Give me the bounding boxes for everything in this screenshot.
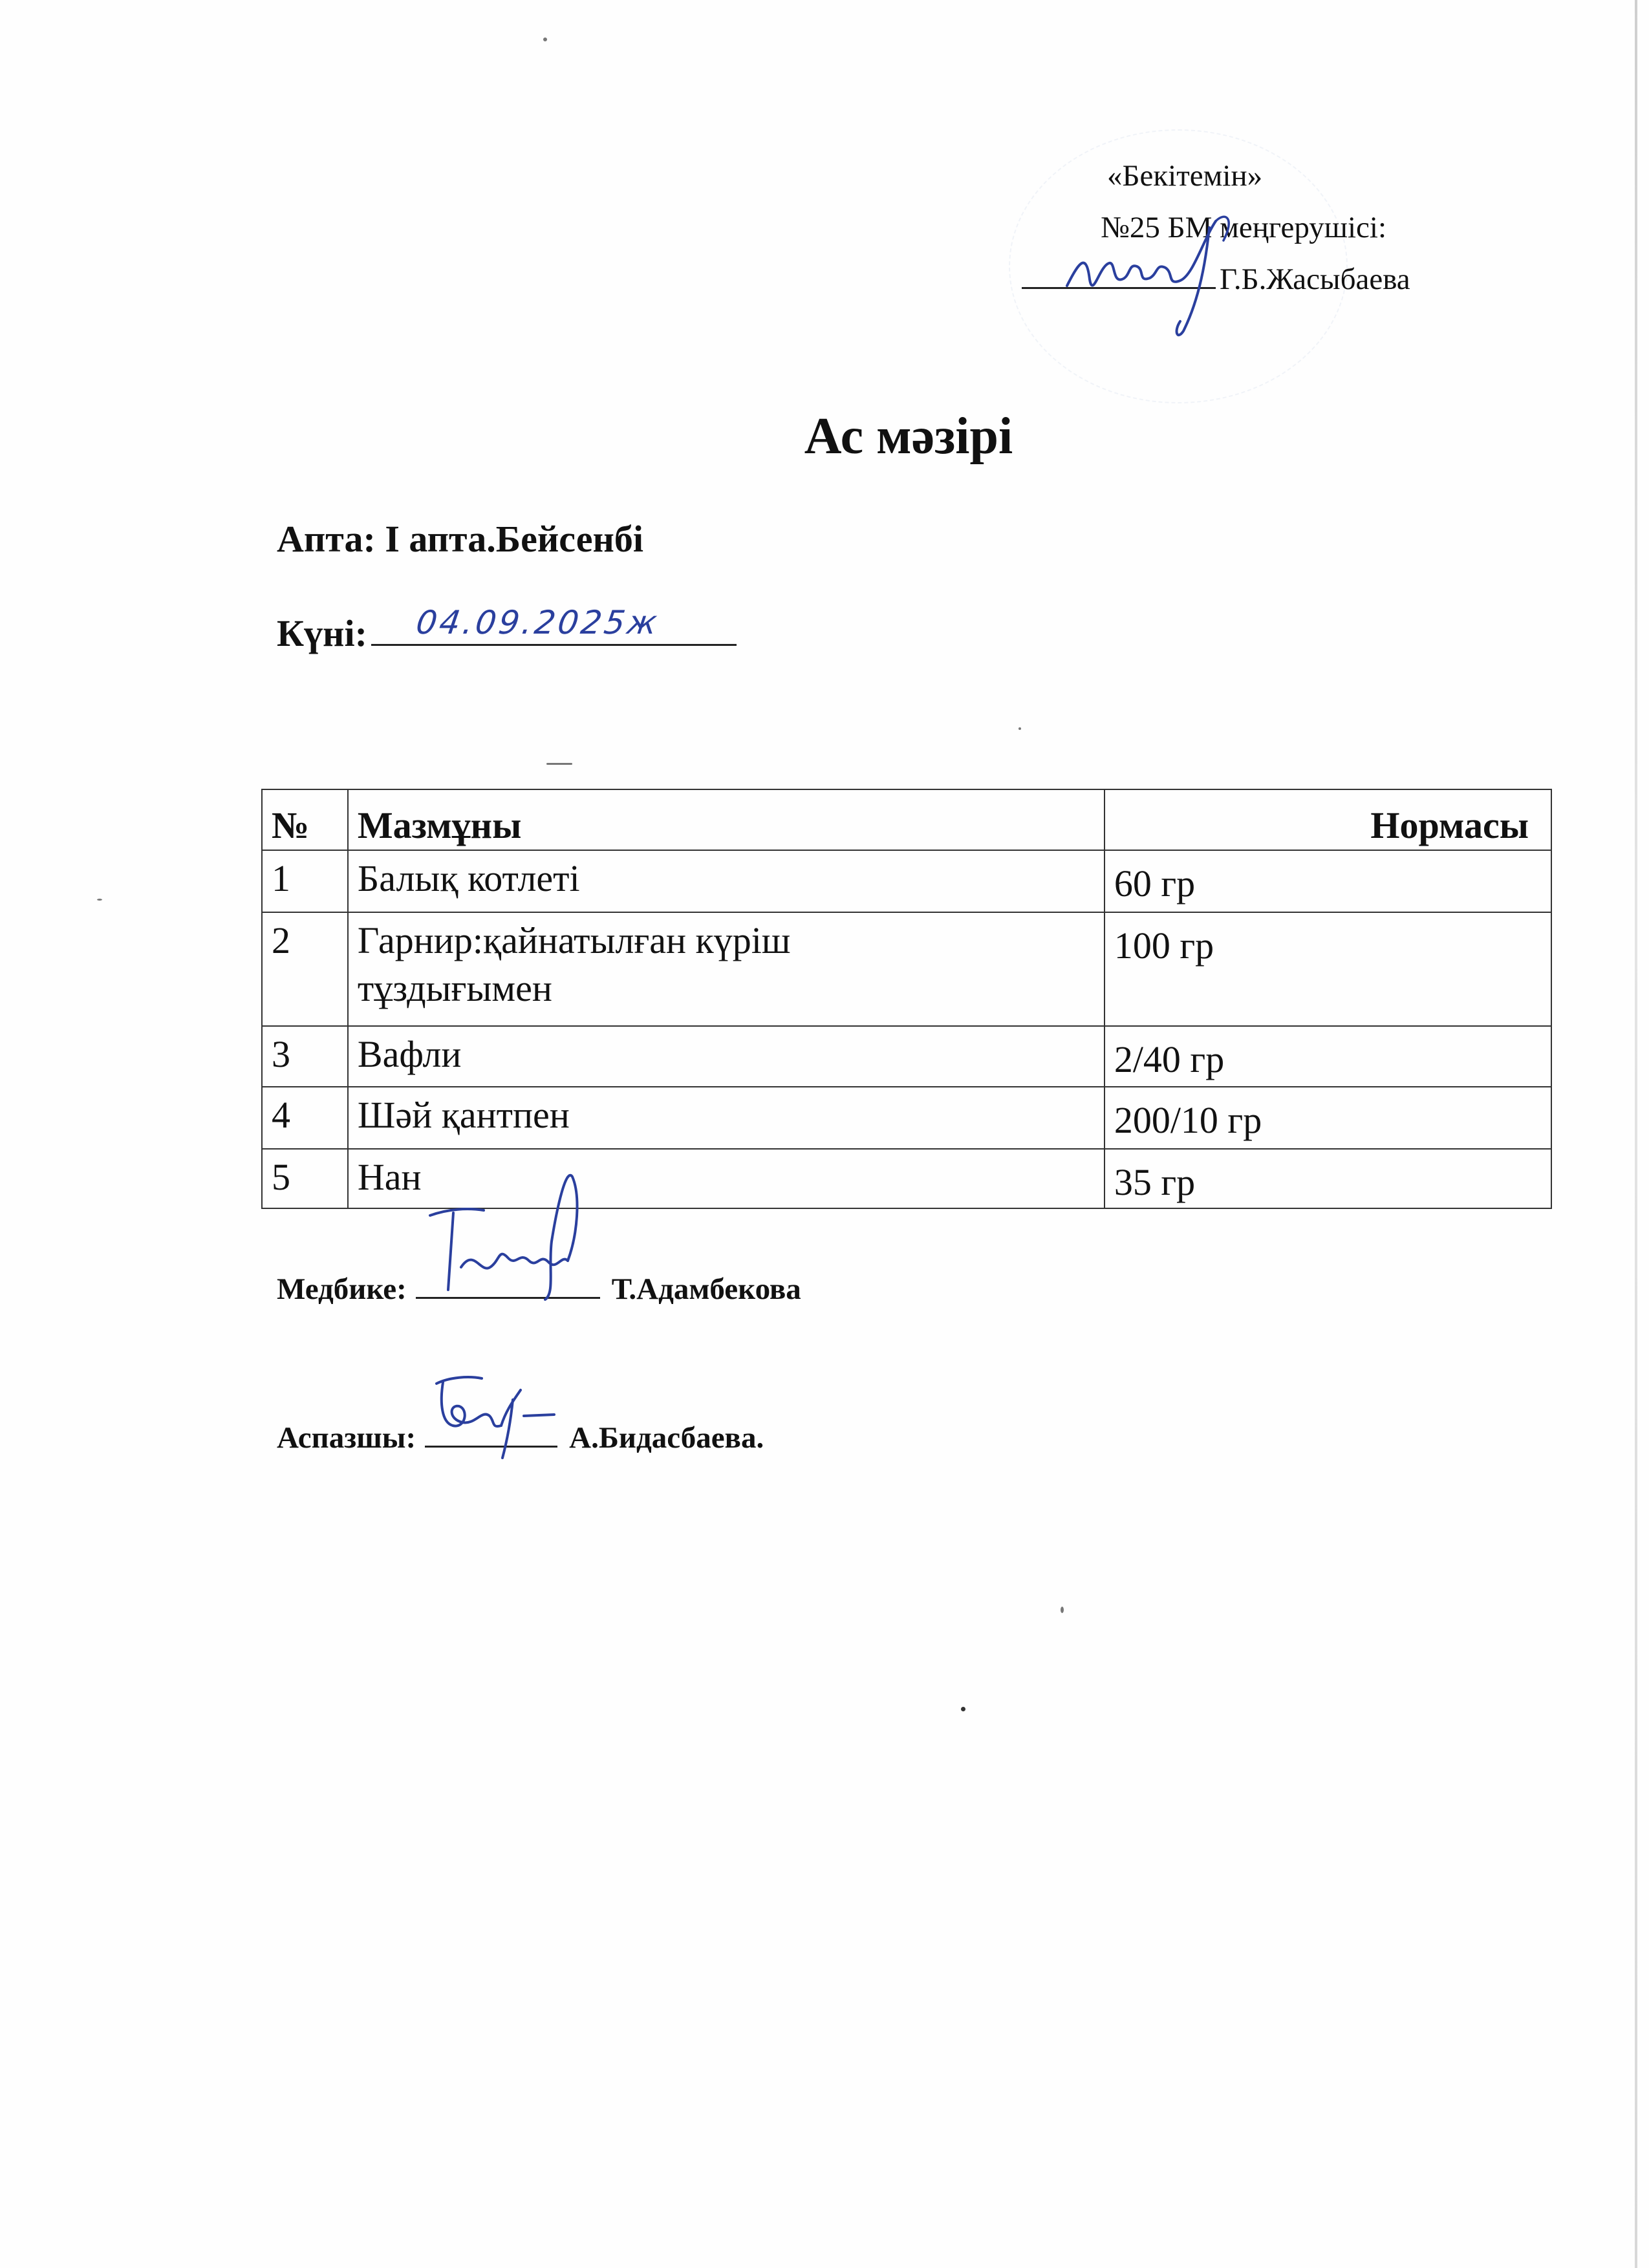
row-content: Шәй қантпен — [348, 1087, 1105, 1149]
table-header-row — [262, 789, 1551, 850]
approval-name: Г.Б.Жасыбаева — [1220, 262, 1410, 296]
scan-speck — [546, 763, 572, 765]
cook-signature-line — [425, 1416, 557, 1448]
header-content: Мазмұны — [348, 789, 1105, 850]
row-num: 5 — [262, 1149, 348, 1208]
nurse-label: Медбике: — [277, 1272, 407, 1306]
director-signature — [1054, 202, 1261, 344]
row-norm: 100 гр — [1105, 912, 1551, 1026]
date-value: 04.09.2025ж — [413, 604, 662, 641]
cook-signature-row — [277, 1416, 764, 1455]
cook-signature — [430, 1371, 559, 1461]
row-norm: 35 гр — [1105, 1149, 1551, 1208]
date-row — [277, 604, 737, 655]
table-row — [262, 850, 1551, 912]
row-num: 2 — [262, 912, 348, 1026]
row-content: Балық котлеті — [348, 850, 1105, 912]
table-row — [262, 1026, 1551, 1087]
date-label: Күні: — [277, 612, 367, 654]
nurse-signature-line — [416, 1267, 600, 1299]
nurse-signature — [422, 1170, 603, 1300]
scan-edge — [1635, 0, 1637, 2268]
nurse-signature-row — [277, 1267, 801, 1307]
row-norm: 200/10 гр — [1105, 1087, 1551, 1149]
scan-speck — [961, 1707, 965, 1711]
approval-heading: «Бекітемін» — [1107, 159, 1263, 193]
row-content: Вафли — [348, 1026, 1105, 1087]
table-row — [262, 912, 1551, 1026]
header-num: № — [262, 789, 348, 850]
row-num: 1 — [262, 850, 348, 912]
row-norm: 2/40 гр — [1105, 1026, 1551, 1087]
row-content: Нан — [348, 1149, 1105, 1208]
week-line: Апта: I апта.Бейсенбі — [277, 518, 643, 560]
scan-speck — [1018, 727, 1021, 730]
menu-table — [261, 789, 1552, 1209]
page-title: Ас мәзірі — [804, 408, 1013, 465]
row-norm: 60 гр — [1105, 850, 1551, 912]
approval-position: №25 БМ меңгерушісі: — [1101, 211, 1387, 244]
row-num: 3 — [262, 1026, 348, 1087]
row-content: Гарнир:қайнатылған күріш тұздығымен — [348, 912, 1105, 1026]
date-field — [371, 604, 737, 646]
header-norm: Нормасы — [1105, 789, 1551, 850]
scan-speck — [97, 899, 102, 901]
table-row — [262, 1087, 1551, 1149]
scan-speck — [1061, 1607, 1064, 1613]
cook-name: А.Бидасбаева. — [569, 1421, 764, 1455]
scan-speck — [543, 37, 547, 41]
cook-label: Аспазшы: — [277, 1421, 416, 1455]
row-num: 4 — [262, 1087, 348, 1149]
nurse-name: Т.Адамбекова — [611, 1272, 801, 1306]
